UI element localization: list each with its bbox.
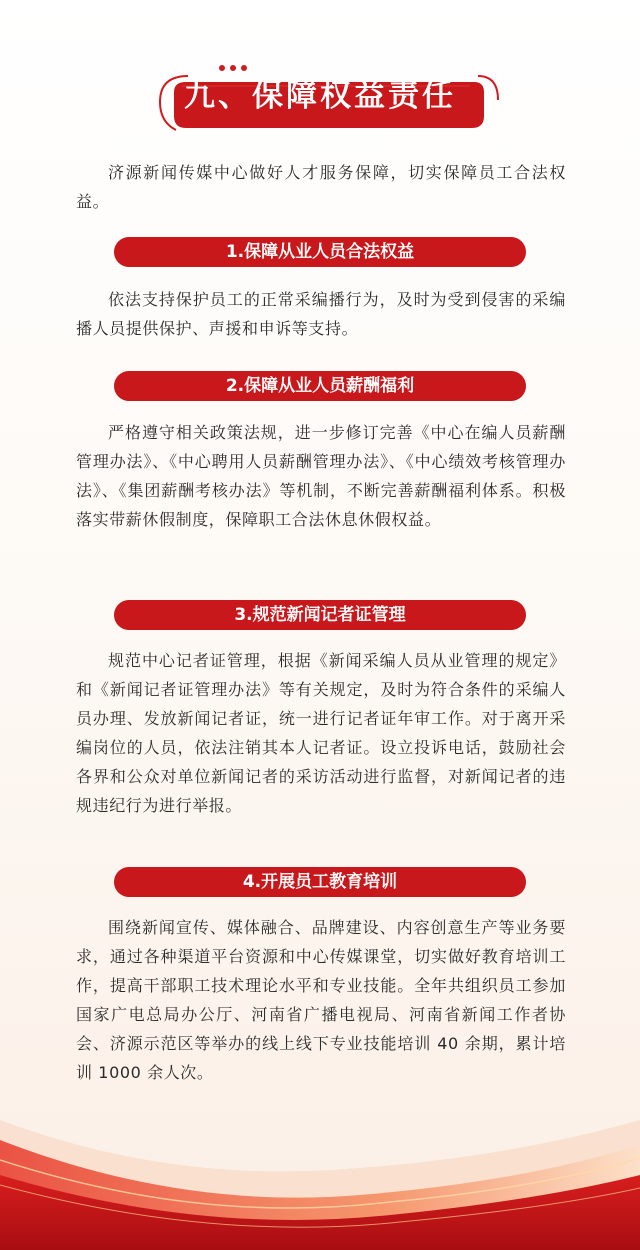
- page-title-banner: [0, 60, 640, 140]
- section-heading-3: 3.规范新闻记者证管理: [114, 600, 526, 630]
- intro-paragraph: 济源新闻传媒中心做好人才服务保障，切实保障员工合法权益。: [76, 163, 566, 211]
- section-heading-1: 1.保障从业人员合法权益: [114, 237, 526, 267]
- section-body-3: 规范中心记者证管理，根据《新闻采编人员从业管理的规定》和《新闻记者证管理办法》等有关规定，及时为符合条件的采编人员办理、发放新闻记者证，统一进行记者证年审工作。对于离开采编岗位的人员，依法注销其本人记者证。设立投诉电话，鼓励社会各界和公众对单位新闻记者的采访活动进行监督，对新闻记者的违规违纪行为进行举报。: [76, 651, 566, 815]
- bottom-wave-decoration: [0, 1060, 640, 1250]
- section-heading-4: 4.开展员工教育培训: [114, 867, 526, 897]
- page-title: 九、保障权益责任: [184, 78, 456, 114]
- section-heading-2: 2.保障从业人员薪酬福利: [114, 371, 526, 401]
- section-body-1: 依法支持保护员工的正常采编播行为，及时为受到侵害的采编播人员提供保护、声援和申诉等支持。: [76, 290, 566, 338]
- section-body-2: 严格遵守相关政策法规，进一步修订完善《中心在编人员薪酬管理办法》、《中心聘用人员薪酬管理办法》、《中心绩效考核管理办法》、《集团薪酬考核办法》等机制，不断完善薪酬福利体系。积极落实带薪休假制度，保障职工合法休息休假权益。: [76, 423, 566, 529]
- section-body-4: 围绕新闻宣传、媒体融合、品牌建设、内容创意生产等业务要求，通过各种渠道平台资源和中心传媒课堂，切实做好教育培训工作，提高干部职工技术理论水平和专业技能。全年共组织员工参加国家广电总局办公厅、河南省广播电视局、河南省新闻工作者协会、济源示范区等举办的线上线下专业技能培训 40 余期，累计培训 1000 余人次。: [76, 918, 566, 1082]
